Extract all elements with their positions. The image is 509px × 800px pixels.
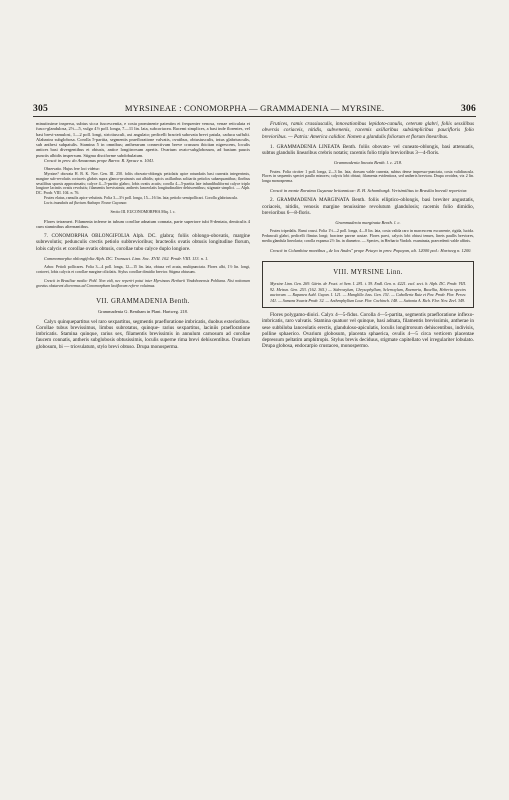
genus-citations: Myrsine Linn. Gen. 269. Gärtn. de Fruct. et Sem. I. 281. t. 59. Endl. Gen. n. 4221. excl. sect. b. Alph. DC. Prodr. VIII. 92. Meissn. Gen. 253. (162. 365.) — Sideroxylum, Chrysophyllum, Scleroxylum, Roemeria, Buxellia, Heberia species auctorum. — Rapanea Aubl. Guyan. I. 121. — Manglilla Juss. Gen. 151. — Caballeria Ruiz et Pav. Prodr. Flor. Peruv. 141. — Samara Swartz Prodr. 32. — Anthrophyllum Lour. Flor. Cochinch. 148. — Suttonia A. Rich. Flor. Nov. Zeel. 349. (270, 281, 466, 303)
locality: Crescit in prov. do Amazonas prope Barra: R. Spruce n. 1041. (44, 157, 155, 163)
left-column (36, 121, 250, 350)
species-heading: 2. GRAMMADENIA MARGINATA Benth. foliis elliptico-oblongis, basi breviter angustatis, coriaceis, nitidis, venosis margine tenuissime revolutum glandulosis; racemis folio dimidio, brevioribus 6—8-floris. (262, 197, 474, 216)
paragraph: Frutex. Folia circiter 1 poll. longa, 2—3 lin. lata, dorsum valde cuneata, subtus dense impresso-punctata, costa validiuscula. Flores in sequentis speciei paullo minores; calycis lobi obtusi; filamenta evidentiora, sed antheris breviora. Drupa ovoidea, vix 2 lin. longa monosperma. (262, 168, 474, 184)
species-reference: Grammadenia marginata Benth. l. c. (335, 220, 401, 226)
locality: Crescit in monte Roraima Guyanae britannicae: R. H. Schomburgk. Verisimilitus in Brasilia boreali reperietur. (270, 188, 468, 194)
species-reference: Grammadenia lineata Benth. l. c. 218. (333, 160, 403, 166)
right-column (262, 121, 474, 350)
locality: Crescit in Brasiliae media: Pohl. Non vidi, nec reperiri potui inter Myrsineas Herbarii Vindobonensis Pohliana. Nisi notionum gravius obstarent diceremus ad Conomorpham laxifloram referre voluimus. (36, 277, 250, 288)
genus-box (262, 261, 474, 308)
page-number-left: 305 (33, 102, 48, 114)
species-heading: 7. CONOMORPHA OBLONGIFOLIA Alph. DC. glabra; foliis oblongo-obovatis, margine subrevolutis; pedunculis crectis petiolo subbrevioribus; bracteolis ovatis obtusis longitudine florum, lobis calycis et corollae ovatis obtusis, corollae tubo calyce duplo longiore. (36, 233, 250, 252)
observation-heading: Observatio. Hujus fere loci videtur: (44, 166, 100, 171)
paragraph: Flores tetrameri. Filamenta inferne in tubum corollae adnatum connata, parte superiore tubi 8-dentata, denticulis 4 cum staminibus alternantibus. (36, 218, 250, 229)
paragraph: Frutex tripedalis. Rami crassi. Folia 1½—2 poll. longa, 4—8 lin. lata, costa valida raro in marcescens excurrente, rigida, lucida. Pedunculi glabri, pedicelli flimius longi; bracteae parvae acutae. Flores parvi, calycis lobi obtusi tenues, lineis paullis breviores, media glandula lineolaria; corolla expansa 2½ lin. in diametro. — Species, in Herbario Vindob. examinata, praecedenti valde affinis. (262, 228, 474, 243)
synonym-citation: Commomorpha oblongifolia Alph. DC. Transact. Linn. Soc. XVII. 102. Prodr. VIII. 113. n. 1. (44, 255, 209, 261)
genus-title: VII. GRAMMADENIA Benth. (96, 298, 190, 306)
running-header (33, 101, 476, 115)
paragraph: Arbor. Petioli pollicares. Folia 3—4 poll. longa, 12—15 lin. lata, obtusa vel acuta, multipunctata. Flores albi, 1½ lin. longi, corioeei, lobis calycis et corollae margine ciliolatis. Stylus corollae dimidio brevior. Stigma obtusum. (36, 264, 250, 274)
genus-title: VIII. MYRSINE Linn. (333, 269, 403, 277)
genus-intro: Frutices, ramis crassiusculis, innovationibus lepidoto-canulis, ceterum glabri, foliis sessilibus obversis coriaceis, nitidis, subvenenis, racemis axillaribus subsimplicibus paucifloris folio brevioribus. — Patria: America calidior. Nomen a glandulis foliorum et florum linearibus. (262, 121, 474, 140)
paragraph: minutissime inspersa, subtus sicca fuscescentia, e costa prominente patentim et frequenter venosa, venae reticulata et fusco-glandulosa, 2½—5, vulgo 4½ poll. longa, 7—11 lin. lata, subcoriacea. Racemi simplices, a basi inde florentes, vel basi brevi-ramulosi, 1—2 poll. longi, strictiusculi, axi angulato; pedicelli bracteâ subovata brevi patula, caduca suffulti. Alabastra subglobosa. Corolla 5-partita, segmentis praefloratione valvatis, ovatibus, obtusiusculis, intus glabriusculis, sub anthesi subpatulis. Stamina 5 in omnibus; antherarum connectivum breve crassum ibicitan nigrescens, loculis antices basi divergentibus et obtusis, antice longitrorsum apertis. Ovarium ovato-subglobosum, ad basium paucis punctis albidis inspersum. Stigma disciforme subdobulatum. (36, 121, 250, 158)
section-heading: Sectio III. EUCONOMORPHA Miq. l. c. (110, 208, 176, 214)
genus-description: Flores polygamo-dioici. Calyx 4—5-fidus. Corolla 4—5-partita, segmentis praefloratione inflexo-imbricatis, raro valvatis. Stamina quatuor vel quinque, basi adnata, filamentis brevissimis, antherae in sese subbiloba lanceolatis erectis, glanduloso-apiculatis, loculis longitrorsum dehiscentibus, indivisis, polline sphaerico. Ovarium globosum, placenta sphaerica, ovulis 4—5 circa verticem placentae depressum peltatim amphitropis. Stylus brevis deciduus, stigmate capitellato vel irregulariter lobulato. Drupa globosa, endocarpio crustaceo, monospermo. (262, 312, 474, 350)
genus-description: Calyx quinquepartitus vel raro sexpartitus, segmentis praefloratione imbricatis, duobus exterioribus. Corollae tubus brevissimus, limbus subrotatus, quinque- rarius sexpartitus, laciniis praefloratione imbricatis. Stamina quinque, rarius sex, filamentis brevissimis in annulum carnosum ad corollae faucem connatis, antheris subglobosis obtusissimis, loculis superne rima brevi dehiscentibus. Ovarium globosum, bi — triovulatum, stylo brevi obtuso. Drupa monosperma. (36, 318, 250, 350)
species-heading: 1. GRAMMADENIA LINEATA Benth. foliis obovato- vel cuneato-oblongis, basi attenuatis, subtus glandulis linearibus crebris notatis; racemis folio triplo brevioribus 3—4-floris. (262, 143, 474, 156)
locality: Crescit in Columbiae montibus „de los Andes" prope Petayo in prov. Popayan, alt. 12000 ped.: Hartweg n. 1200. (270, 247, 472, 253)
page-number-right: 306 (460, 102, 476, 114)
locality: Locis inundatis ad fluvium Atabapo Novae Guyanae. (44, 199, 128, 205)
header-rule (33, 116, 476, 117)
running-title: MYRSINEAE : CONOMORPHA — GRAMMADENIA — MYRSINE. (124, 103, 385, 113)
paragraph: Frutex elatus, ramulis apice velutinis. Folia 3—3½ poll. longa, 15—16 lin. lata; petiolo semipollicari. Corolla glabriuscula. (44, 195, 238, 201)
genus-reference: Grammadenia G. Bentham in Plant. Hartweg. 218. (98, 309, 188, 315)
paragraph: Myrsine? obovata H. B. K. Nov. Gen. III. 250. foliis obovato-oblongis petiolatis apice rotundatis basi cuneatis integerrimis, margine sub-revolutis coriaceis glabris supra glanco-pruinosis aut albidis; spicis axillaribus solitariis petiolos subaequantibus; floribus sessilibus sparsis approximatis; calyce 4—5-partito glabro, lobis ovatis acutis; corolla 4—5-partita late infundibuliformi calyce triplo longiore laciniis ovatis revolutis; filamentis brevissimis; antheris lanceolatis longitudinaliter dehiscentibus; stigmate simplici. — Alph. DC. Prodr. VIII. 104. n. 76. (36, 170, 250, 196)
